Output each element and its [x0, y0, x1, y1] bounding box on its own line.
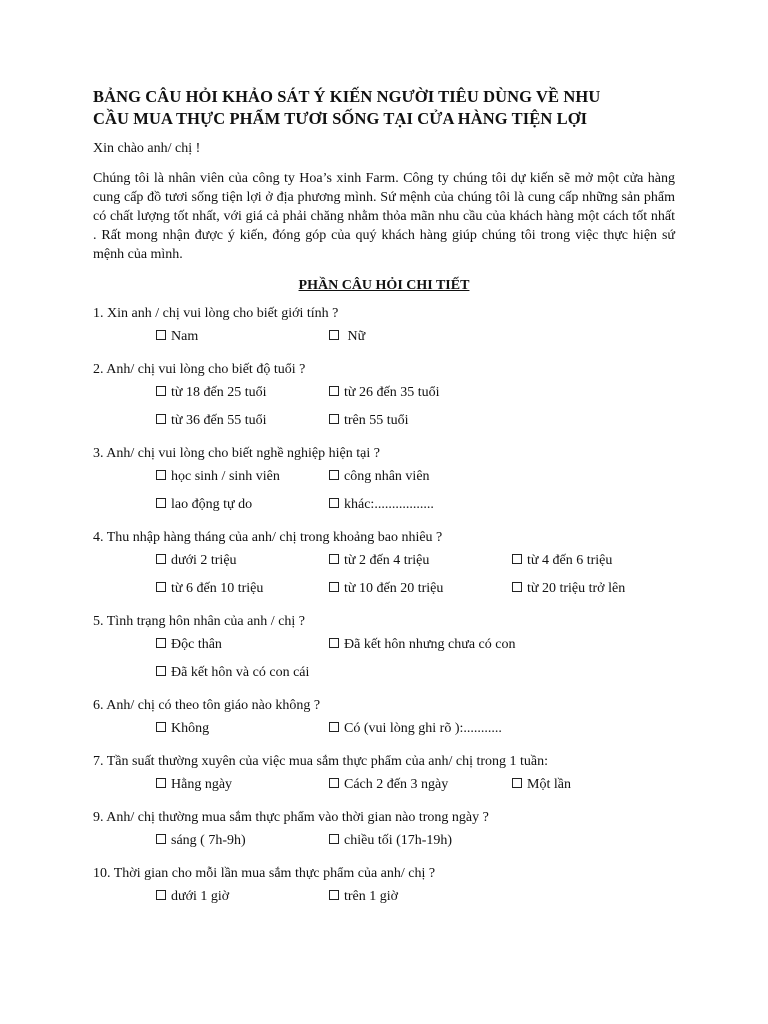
option-label: từ 18 đến 25 tuổi	[171, 385, 267, 400]
checkbox-icon[interactable]	[156, 890, 166, 900]
option-label: sáng ( 7h-9h)	[171, 833, 246, 848]
checkbox-icon[interactable]	[512, 582, 522, 592]
option-label: từ 6 đến 10 triệu	[171, 581, 264, 596]
checkbox-icon[interactable]	[329, 582, 339, 592]
option-label: Có (vui lòng ghi rõ ):...........	[344, 721, 502, 736]
option-label: chiều tối (17h-19h)	[344, 833, 453, 848]
checkbox-icon[interactable]	[156, 498, 166, 508]
answer-option[interactable]	[329, 323, 365, 351]
option-label: lao động tự do	[171, 497, 253, 512]
option-label: từ 10 đến 20 triệu	[344, 581, 444, 596]
checkbox-icon[interactable]	[329, 890, 339, 900]
checkbox-icon[interactable]	[329, 330, 339, 340]
answer-option[interactable]	[329, 631, 515, 659]
option-row	[93, 771, 675, 799]
option-label: từ 4 đến 6 triệu	[527, 553, 613, 568]
option-label: Nam	[171, 329, 199, 344]
option-label: Không	[171, 721, 210, 736]
option-label: công nhân viên	[344, 469, 430, 484]
checkbox-icon[interactable]	[329, 386, 339, 396]
answer-option[interactable]	[512, 547, 612, 575]
answer-option[interactable]	[329, 771, 448, 799]
answer-option[interactable]	[156, 491, 252, 519]
option-row	[93, 827, 675, 855]
option-label: khác:.................	[344, 497, 434, 512]
title-line-2: CẦU MUA THỰC PHẨM TƯƠI SỐNG TẠI CỬA HÀNG TIỆN LỢI	[93, 109, 588, 128]
answer-option[interactable]	[512, 771, 571, 799]
checkbox-icon[interactable]	[156, 722, 166, 732]
checkbox-icon[interactable]	[329, 638, 339, 648]
answer-option[interactable]	[329, 883, 398, 911]
question-text: 9. Anh/ chị thường mua sắm thực phẩm vào thời gian nào trong ngày ?	[93, 810, 489, 825]
option-label: Cách 2 đến 3 ngày	[344, 777, 449, 792]
option-label: Đã kết hôn nhưng chưa có con	[344, 637, 516, 652]
question-text: 4. Thu nhập hàng tháng của anh/ chị trong khoảng bao nhiêu ?	[93, 530, 443, 545]
answer-option[interactable]	[329, 547, 429, 575]
answer-option[interactable]	[156, 827, 246, 855]
answer-option[interactable]	[156, 631, 222, 659]
checkbox-icon[interactable]	[329, 834, 339, 844]
answer-option[interactable]	[329, 827, 452, 855]
option-label: Hằng ngày	[171, 777, 233, 792]
checkbox-icon[interactable]	[512, 778, 522, 788]
checkbox-icon[interactable]	[329, 498, 339, 508]
option-label: từ 26 đến 35 tuổi	[344, 385, 440, 400]
option-row	[93, 575, 675, 603]
section-title: PHẦN CÂU HỎI CHI TIẾT	[298, 278, 470, 293]
option-label: Đã kết hôn và có con cái	[171, 665, 310, 680]
option-label: từ 36 đến 55 tuổi	[171, 413, 267, 428]
option-row	[93, 659, 675, 687]
answer-option[interactable]	[156, 575, 263, 603]
answer-option[interactable]	[329, 715, 502, 743]
question-text: 2. Anh/ chị vui lòng cho biết độ tuổi ?	[93, 362, 306, 377]
option-row	[93, 407, 675, 435]
checkbox-icon[interactable]	[329, 778, 339, 788]
checkbox-icon[interactable]	[329, 414, 339, 424]
option-label: dưới 2 triệu	[171, 553, 237, 568]
option-row	[93, 631, 675, 659]
question-text: 7. Tần suất thường xuyên của việc mua sắm thực phẩm của anh/ chị trong 1 tuần:	[93, 754, 549, 769]
option-row	[93, 715, 675, 743]
option-row	[93, 323, 675, 351]
option-label: Một lần	[527, 777, 571, 792]
answer-option[interactable]	[156, 323, 198, 351]
option-label: trên 1 giờ	[344, 889, 399, 904]
question-text: 6. Anh/ chị có theo tôn giáo nào không ?	[93, 698, 321, 713]
answer-option[interactable]	[156, 659, 309, 687]
title-line-1: BẢNG CÂU HỎI KHẢO SÁT Ý KIẾN NGƯỜI TIÊU DÙNG VỀ NHU	[93, 87, 601, 106]
checkbox-icon[interactable]	[512, 554, 522, 564]
answer-option[interactable]	[156, 715, 209, 743]
answer-option[interactable]	[156, 883, 229, 911]
checkbox-icon[interactable]	[156, 414, 166, 424]
answer-option[interactable]	[156, 407, 266, 435]
answer-option[interactable]	[329, 407, 409, 435]
checkbox-icon[interactable]	[156, 834, 166, 844]
option-label: trên 55 tuổi	[344, 413, 409, 428]
checkbox-icon[interactable]	[156, 582, 166, 592]
option-row	[93, 379, 675, 407]
option-label: từ 20 triệu trở lên	[527, 581, 626, 596]
option-label: Nữ	[344, 329, 366, 344]
option-label: học sinh / sinh viên	[171, 469, 280, 484]
option-row	[93, 547, 675, 575]
answer-option[interactable]	[156, 771, 232, 799]
survey-title	[93, 86, 675, 130]
checkbox-icon[interactable]	[156, 330, 166, 340]
checkbox-icon[interactable]	[156, 666, 166, 676]
checkbox-icon[interactable]	[329, 470, 339, 480]
question-text: 3. Anh/ chị vui lòng cho biết nghề nghiệp hiện tại ?	[93, 446, 380, 461]
checkbox-icon[interactable]	[156, 638, 166, 648]
option-row	[93, 491, 675, 519]
greeting: Xin chào anh/ chị !	[93, 141, 201, 156]
answer-option[interactable]	[156, 547, 237, 575]
answer-option[interactable]	[329, 379, 439, 407]
checkbox-icon[interactable]	[156, 386, 166, 396]
checkbox-icon[interactable]	[156, 778, 166, 788]
checkbox-icon[interactable]	[329, 554, 339, 564]
option-row	[93, 463, 675, 491]
checkbox-icon[interactable]	[156, 470, 166, 480]
answer-option[interactable]	[156, 379, 266, 407]
question-text: 10. Thời gian cho mỗi lần mua sắm thực phẩm của anh/ chị ?	[93, 866, 436, 881]
option-label: dưới 1 giờ	[171, 889, 230, 904]
answer-option[interactable]	[512, 575, 625, 603]
survey-document	[93, 86, 675, 911]
answer-option[interactable]	[329, 491, 434, 519]
answer-option[interactable]	[329, 463, 430, 491]
question-text: 1. Xin anh / chị vui lòng cho biết giới tính ?	[93, 306, 339, 321]
option-label: từ 2 đến 4 triệu	[344, 553, 430, 568]
option-label: Độc thân	[171, 637, 222, 652]
answer-option[interactable]	[156, 463, 280, 491]
question-list	[93, 295, 675, 911]
answer-option[interactable]	[329, 575, 443, 603]
question-text: 5. Tình trạng hôn nhân của anh / chị ?	[93, 614, 306, 629]
intro-paragraph: Chúng tôi là nhân viên của công ty Hoa’s xinh Farm. Công ty chúng tôi dự kiến sẽ mở một cửa hàng cung cấp đồ tươi sống tiện lợi ở địa phương mình. Sứ mệnh của chúng tôi là cung cấp những sản phẩm có chất lượng tốt nhất, với giá cả phải chăng nhằm thỏa mãn nhu cầu của khách hàng một cách tốt nhất . Rất mong nhận được ý kiến, đóng góp của quý khách hàng giúp chúng tôi trong việc thực hiện sứ mệnh của mình.	[93, 171, 675, 262]
checkbox-icon[interactable]	[156, 554, 166, 564]
option-row	[93, 883, 675, 911]
checkbox-icon[interactable]	[329, 722, 339, 732]
